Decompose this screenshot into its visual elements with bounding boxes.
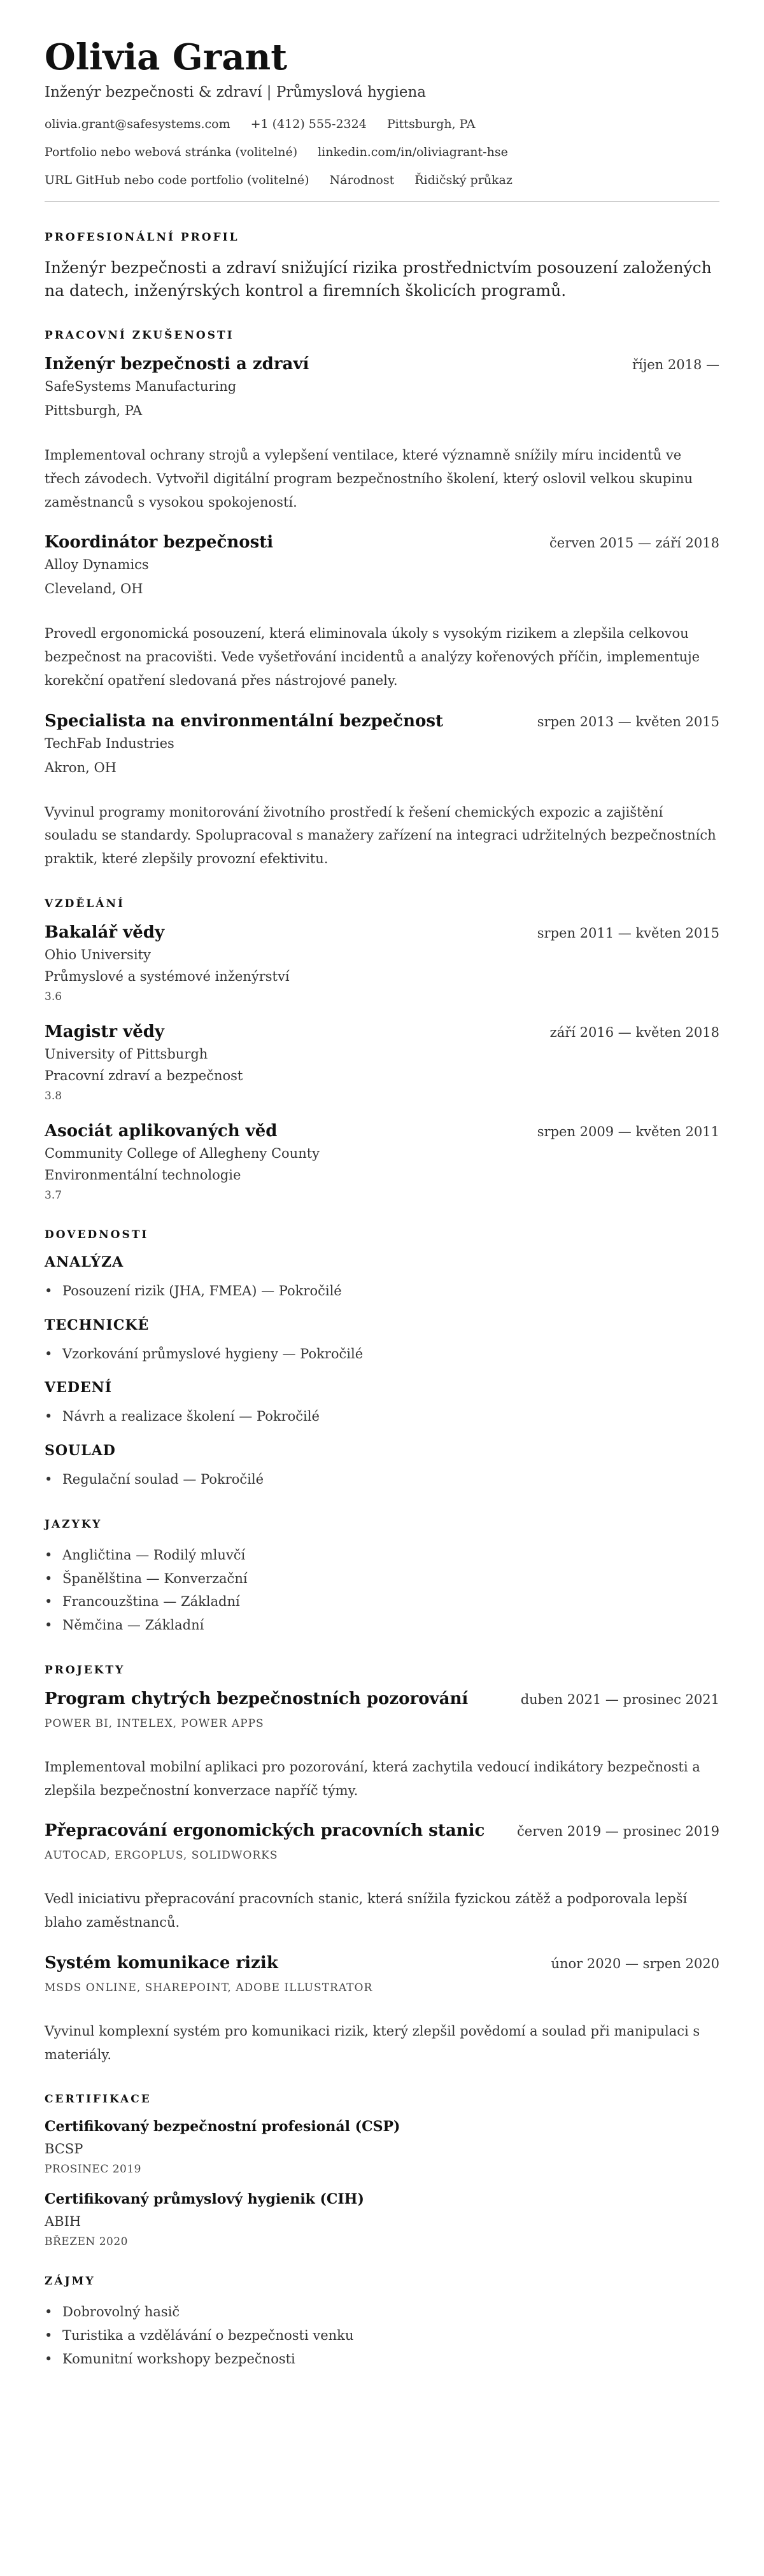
certification-date: PROSINEC 2019: [45, 2163, 141, 2176]
degree-title: Magistr vědy: [45, 1022, 165, 1041]
degree-date: září 2016 — květen 2018: [549, 1024, 719, 1040]
job-title: Inženýr bezpečnosti a zdraví: [45, 355, 309, 374]
job-description: Vyvinul programy monitorování životního prostředí k řešení chemických expozic a zajištění souladu se standardy. Spolupracoval s manažery zařízení na integraci udržitelných bezpečnostních praktik, které zlepšily provozní efektivitu.: [45, 804, 716, 867]
project-entry: [45, 1953, 719, 2067]
education-section: [45, 897, 719, 1202]
skill-item: • Vzorkování průmyslové hygieny — Pokročilé: [62, 1342, 719, 1366]
project-tech: POWER BI, INTELEX, POWER APPS: [45, 1717, 264, 1730]
gpa-value: 3.6: [45, 990, 62, 1003]
skill-category: VEDENÍ: [45, 1379, 113, 1397]
experience-entry: [45, 533, 719, 692]
experience-entry: [45, 355, 719, 514]
job-location: Pittsburgh, PA: [45, 403, 143, 419]
skill-group: [45, 1379, 719, 1428]
section-title: PROFESIONÁLNÍ PROFIL: [45, 230, 239, 244]
project-date: červen 2019 — prosinec 2019: [517, 1824, 719, 1840]
section-title: ZÁJMY: [45, 2275, 96, 2288]
project-tech: MSDS ONLINE, SHAREPOINT, ADOBE ILLUSTRATOR: [45, 1981, 373, 1994]
section-title: DOVEDNOSTI: [45, 1228, 149, 1241]
profile-section: [45, 231, 719, 303]
project-description: Implementoval mobilní aplikaci pro pozorování, která zachytila vedoucí indikátory bezpečnosti a zlepšila bezpečnostní konverzace napříč týmy.: [45, 1759, 700, 1798]
section-title: PRACOVNÍ ZKUŠENOSTI: [45, 329, 234, 342]
contact-github[interactable]: URL GitHub nebo code portfolio (volitelné): [45, 172, 309, 187]
skills-section: [45, 1228, 719, 1491]
certification-issuer: ABIH: [45, 2214, 81, 2230]
experience-entry: [45, 712, 719, 871]
education-entry: [45, 923, 719, 1003]
skill-category: TECHNICKÉ: [45, 1316, 150, 1334]
job-description: Implementoval ochrany strojů a vylepšení ventilace, které významně snížily míru incidentů ve třech závodech. Vytvořil digitální program bezpečnostního školení, který oslovil velkou skupinu zaměstnanců s vysokou spokojeností.: [45, 447, 693, 510]
certification-issuer: BCSP: [45, 2141, 83, 2157]
school-name: University of Pittsburgh: [45, 1046, 208, 1062]
interest-item: • Turistika a vzdělávání o bezpečnosti venku: [62, 2324, 719, 2347]
study-field: Pracovní zdraví a bezpečnost: [45, 1067, 243, 1083]
project-description: Vedl iniciativu přepracování pracovních stanic, která snížila fyzickou zátěž a podporovala lepší blaho zaměstnanců.: [45, 1891, 688, 1931]
language-item: • Francouzština — Základní: [62, 1590, 719, 1614]
job-location: Akron, OH: [45, 759, 117, 775]
study-field: Průmyslové a systémové inženýrství: [45, 968, 290, 984]
section-title: VZDĚLÁNÍ: [45, 897, 125, 910]
project-description: Vyvinul komplexní systém pro komunikaci rizik, který zlepšil povědomí a soulad při manipulaci s materiály.: [45, 2023, 700, 2062]
job-location: Cleveland, OH: [45, 581, 143, 597]
education-entry: [45, 1122, 719, 1202]
contact-nationality: Národnost: [329, 172, 395, 187]
school-name: Ohio University: [45, 947, 151, 962]
candidate-name: Olivia Grant: [45, 36, 288, 78]
contact-row-links: [45, 145, 719, 159]
candidate-headline: Inženýr bezpečnosti & zdraví | Průmyslová hygiena: [45, 83, 426, 101]
language-item: • Angličtina — Rodilý mluvčí: [62, 1544, 719, 1567]
contact-row-primary: [45, 117, 719, 131]
contact-portfolio[interactable]: Portfolio nebo webová stránka (volitelné): [45, 144, 298, 159]
study-field: Environmentální technologie: [45, 1167, 241, 1183]
interest-item: • Dobrovolný hasič: [62, 2300, 719, 2324]
job-title: Specialista na environmentální bezpečnost: [45, 711, 443, 731]
contact-driving-license: Řidičský průkaz: [414, 172, 513, 187]
job-description: Provedl ergonomická posouzení, která eliminovala úkoly s vysokým rizikem a zlepšila celkovou bezpečnost na pracovišti. Vede vyšetřování incidentů a analýzy kořenových příčin, implementuje korekční opatření sledovaná přes nástrojové panely.: [45, 626, 700, 688]
section-title: JAZYKY: [45, 1517, 103, 1531]
project-title: Program chytrých bezpečnostních pozorování: [45, 1689, 469, 1708]
skill-category: SOULAD: [45, 1442, 116, 1460]
degree-date: srpen 2011 — květen 2015: [537, 925, 719, 941]
header-divider: [45, 201, 719, 202]
language-item: • Němčina — Základní: [62, 1614, 719, 1637]
gpa-value: 3.7: [45, 1188, 62, 1202]
project-date: únor 2020 — srpen 2020: [551, 1955, 719, 1971]
skill-category: ANALÝZA: [45, 1253, 124, 1270]
resume-header: [45, 38, 719, 187]
contact-location: Pittsburgh, PA: [386, 116, 476, 131]
certification-entry: [45, 2118, 719, 2176]
contact-phone[interactable]: +1 (412) 555-2324: [250, 116, 367, 131]
job-date: červen 2015 — září 2018: [549, 535, 719, 551]
language-item: • Španělština — Konverzační: [62, 1567, 719, 1591]
job-date: srpen 2013 — květen 2015: [537, 714, 719, 729]
degree-title: Asociát aplikovaných věd: [45, 1121, 278, 1141]
project-entry: [45, 1689, 719, 1803]
contact-linkedin[interactable]: linkedin.com/in/oliviagrant-hse: [318, 144, 508, 159]
certification-name: Certifikovaný průmyslový hygienik (CIH): [45, 2191, 364, 2208]
profile-summary: Inženýr bezpečnosti a zdraví snižující rizika prostřednictvím posouzení založených na datech, inženýrských kontrol a firemních školicích programů.: [45, 258, 712, 300]
job-date: říjen 2018 —: [632, 357, 719, 373]
experience-section: [45, 329, 719, 871]
degree-title: Bakalář vědy: [45, 922, 165, 942]
interest-item: • Komunitní workshopy bezpečnosti: [62, 2347, 719, 2371]
skill-group: [45, 1442, 719, 1491]
certification-entry: [45, 2191, 719, 2248]
degree-date: srpen 2009 — květen 2011: [537, 1123, 719, 1139]
project-entry: [45, 1821, 719, 1934]
contact-row-extra: [45, 173, 719, 187]
certifications-section: [45, 2093, 719, 2248]
skill-item: • Návrh a realizace školení — Pokročilé: [62, 1405, 719, 1428]
gpa-value: 3.8: [45, 1089, 62, 1102]
job-company: TechFab Industries: [45, 735, 174, 751]
section-title: PROJEKTY: [45, 1663, 125, 1677]
projects-section: [45, 1664, 719, 2067]
job-title: Koordinátor bezpečnosti: [45, 533, 274, 553]
skill-group: [45, 1254, 719, 1303]
skill-item: • Regulační soulad — Pokročilé: [62, 1468, 719, 1491]
school-name: Community College of Allegheny County: [45, 1145, 320, 1161]
contact-email[interactable]: olivia.grant@safesystems.com: [45, 116, 230, 131]
job-company: SafeSystems Manufacturing: [45, 379, 237, 395]
section-title: CERTIFIKACE: [45, 2093, 152, 2106]
project-date: duben 2021 — prosinec 2021: [520, 1691, 719, 1707]
certification-date: BŘEZEN 2020: [45, 2235, 128, 2249]
project-tech: AUTOCAD, ERGOPLUS, SOLIDWORKS: [45, 1849, 278, 1862]
skill-item: • Posouzení rizik (JHA, FMEA) — Pokročilé: [62, 1279, 719, 1303]
skill-group: [45, 1317, 719, 1366]
project-title: Systém komunikace rizik: [45, 1953, 278, 1973]
certification-name: Certifikovaný bezpečnostní profesionál (CSP): [45, 2118, 400, 2136]
education-entry: [45, 1022, 719, 1102]
languages-section: [45, 1518, 719, 1637]
interests-section: [45, 2275, 719, 2370]
job-company: Alloy Dynamics: [45, 557, 149, 573]
project-title: Přepracování ergonomických pracovních stanic: [45, 1821, 485, 1841]
